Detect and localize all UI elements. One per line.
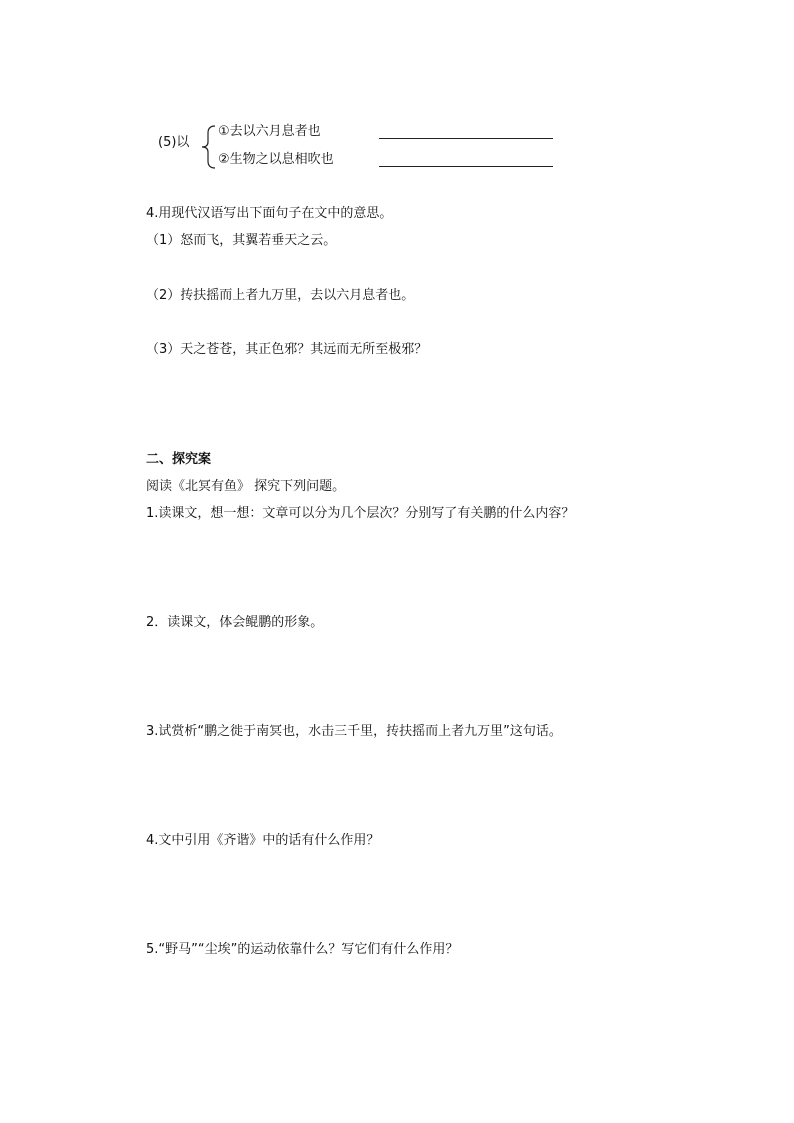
section2-intro: 阅读《北冥有鱼》 探究下列问题。 — [146, 479, 346, 494]
section2-question-3: 3.试赏析“鹏之徙于南冥也，水击三千里，抟扶摇而上者九万里”这句话。 — [146, 724, 562, 739]
item5-option-1: ①去以六月息者也 — [218, 124, 321, 139]
section2-question-1: 1.读课文，想一想：文章可以分为几个层次？分别写了有关鹏的什么内容？ — [146, 506, 575, 521]
section2-question-4: 4.文中引用《齐谐》中的话有什么作用？ — [146, 833, 380, 848]
answer-blank-1[interactable] — [379, 138, 553, 139]
item5-label: (5)以 — [158, 135, 190, 150]
q4-item-2: （2）抟扶摇而上者九万里，去以六月息者也。 — [146, 288, 415, 303]
q4-item-1: （1）怒而飞，其翼若垂天之云。 — [146, 233, 337, 248]
answer-blank-2[interactable] — [379, 166, 553, 167]
section2-question-2: 2．读课文，体会鲲鹏的形象。 — [146, 615, 324, 630]
item5-option-2: ②生物之以息相吹也 — [218, 152, 334, 167]
q4-item-3: （3）天之苍苍，其正色邪？其远而无所至极邪？ — [146, 342, 428, 357]
brace-icon — [197, 124, 219, 170]
section2-question-5: 5.“野马”“尘埃”的运动依靠什么？写它们有什么作用？ — [146, 942, 459, 957]
q4-heading: 4.用现代汉语写出下面句子在文中的意思。 — [146, 206, 393, 221]
section2-title: 二、探究案 — [146, 452, 212, 467]
